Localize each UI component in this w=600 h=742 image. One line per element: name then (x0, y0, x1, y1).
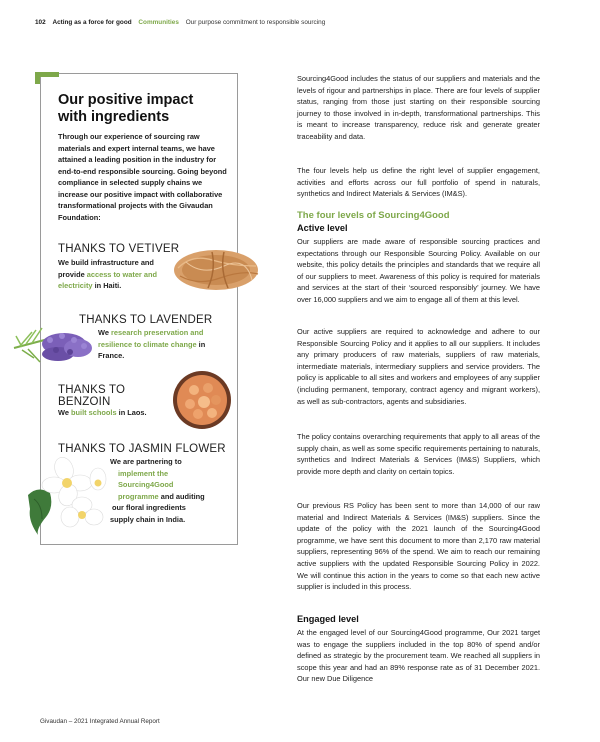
lavender-text: We research preservation and resilience to climate change in France. (98, 328, 206, 360)
active-paragraph-3: The policy contains overarching requirements that apply to all areas of the supply chain, as well as some specific requirements pertaining to naturals, synthetics and Indirect Materials & Services (IM&S) Suppliers, which provide more depth and clarity on certain topics. (297, 432, 540, 476)
engaged-paragraph-1: At the engaged level of our Sourcing4Good programme, Our 2021 target was to engage the suppliers included in the top 80% of spend and/or defined as strategic by the procurement team. We reached all suppliers in scope this year and had an 89% response rate as of 31 December 2021. Our new Due Diligence (297, 628, 540, 684)
engaged-level-heading: Engaged level (297, 614, 359, 624)
active-paragraph-1: Our suppliers are made aware of responsible sourcing practices and expectations through our Responsible Sourcing Policy. Available on our website, this policy details the principles and standards that we require all of our suppliers to meet. Awareness of this policy is required for materials and services at the start of their ‘sourced responsibly’ journey. We have over 16,000 suppliers and we aim to engage all of them at this level. (297, 237, 540, 304)
page-footer: Givaudan – 2021 Integrated Annual Report (40, 718, 160, 725)
jasmine-flower-image (24, 455, 114, 535)
lavender-title: THANKS TO LAVENDER (79, 314, 213, 326)
lavender-highlight: research preservation and resilience to climate change (98, 328, 204, 349)
vetiver-highlight: access to water and electricity (58, 269, 157, 290)
active-level-heading: Active level (297, 223, 348, 233)
active-paragraph-4: Our previous RS Policy has been sent to more than 14,000 of our raw material and Indirect Materials & Services (IM&S) suppliers. Since the update of the policy with the 2021 launch of the Sourcing4Good programme, we have sent this document to more than 2,170 raw material suppliers, representing 96% of the spend. We aim to reach our remaining active suppliers with the updated Responsible Sourcing Policy in 2022. We will continue this action in the years to come so that each new active supplier is included in this process. (297, 501, 540, 592)
benzoin-text: We built schools in Laos. (58, 408, 147, 417)
vetiver-roots-image (172, 246, 262, 294)
four-levels-heading: The four levels of Sourcing4Good (297, 210, 450, 221)
sidebar-title-line2: with ingredients (58, 109, 170, 125)
vetiver-title: THANKS TO VETIVER (58, 243, 180, 255)
levels-paragraph: The four levels help us define the right level of supplier engagement, activities and efforts across our full portfolio of spend in naturals, synthetics and Indirect Materials & Services (IM&S). (297, 166, 540, 199)
page-header (35, 19, 325, 26)
category-link[interactable]: Communities (138, 19, 179, 26)
section-title: Acting as a force for good (52, 19, 132, 26)
page-subtitle: Our purpose commitment to responsible sourcing (185, 19, 326, 26)
sidebar-title-line1: Our positive impact (58, 92, 194, 108)
green-corner-accent-vertical (35, 72, 40, 84)
benzoin-bowl-image (172, 370, 232, 430)
page-number: 102 (35, 19, 46, 26)
benzoin-highlight: built schools (71, 408, 117, 417)
lavender-image (12, 322, 98, 368)
sidebar-title (58, 92, 238, 126)
intro-paragraph: Sourcing4Good includes the status of our suppliers and materials and the levels of rigour and partnerships in place. There are four levels of supplier status, ranging from those just starting on their responsible sourcing journey to those involved in in-depth, transformational partnerships. This is meant to increase transparency, reduce risk and generate greater traceability and data. (297, 74, 540, 141)
active-paragraph-2: Our active suppliers are required to acknowledge and adhere to our Responsible Sourcing Policy and it applies to all our suppliers. It includes any primary producers of raw materials, suppliers of raw materials, intermediate materials, intermediary suppliers and service providers. The policy is applicable to all sites and workers and employees of any supplier (including permanent, temporary, contract agency and migrant workers), as well as sub-contractors, agents and subsidiaries. (297, 327, 540, 406)
jasmin-text: We are partnering to implement the Sourcing4Good programme and auditing our floral ingredients supply chain in India. (110, 457, 205, 524)
benzoin-title: THANKS TO BENZOIN (58, 384, 126, 408)
jasmin-title: THANKS TO JASMIN FLOWER (58, 443, 226, 455)
sidebar-intro: Through our experience of sourcing raw materials and expert internal teams, we have attained a leading position in the industry for end-to-end responsible sourcing. Going beyond compliance in selected supply chains we increase our positive impact with collaborative transformational projects with the Givaudan Foundation: (58, 132, 227, 222)
vetiver-text: We build infrastructure and provide access to water and electricity in Haiti. (58, 258, 157, 290)
